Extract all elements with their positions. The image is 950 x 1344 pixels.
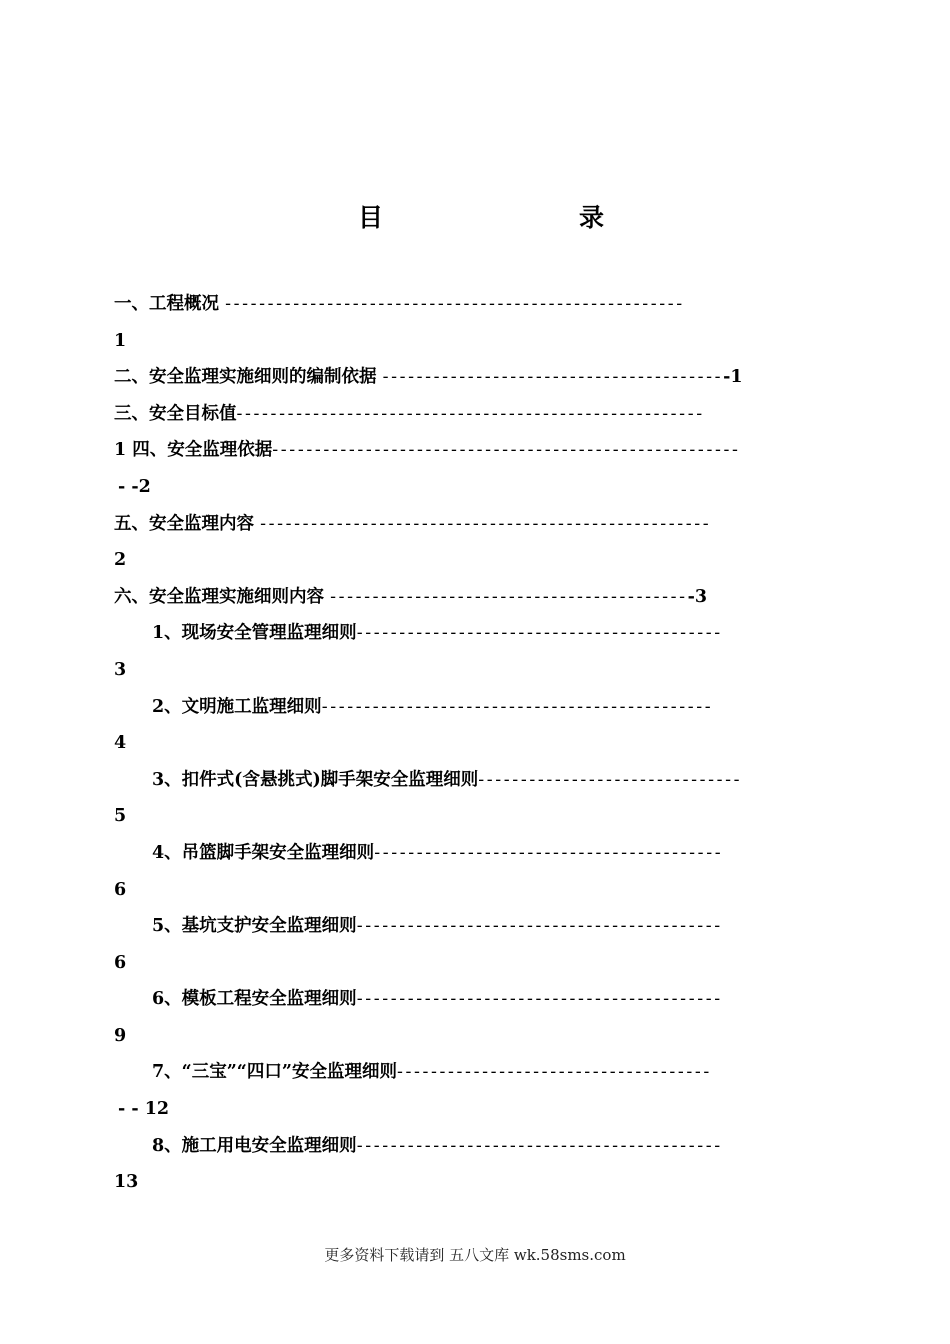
toc-leader: ------------------------------------------------------	[225, 294, 685, 314]
toc-page-number: 5	[114, 806, 127, 827]
toc-line	[114, 542, 850, 579]
toc-leader: -------------------------------------------	[356, 623, 723, 644]
toc-line	[114, 798, 850, 835]
page-title	[0, 198, 950, 234]
toc-entry-text: 2、文明施工监理细则	[152, 696, 322, 717]
toc-page-number: -3	[687, 586, 708, 607]
toc-page-number: 9	[114, 1025, 127, 1046]
toc-line	[114, 469, 850, 506]
toc-page-number: 6	[114, 879, 127, 900]
toc-entry-text: 3、扣件式(含悬挑式)脚手架安全监理细则	[152, 769, 479, 790]
page-footer: 更多资料下载请到 五八文库 wk.58sms.com	[324, 1246, 626, 1264]
toc-page-number: 1	[114, 330, 127, 351]
toc-leader: -----------------------------------------	[374, 842, 724, 863]
toc-line	[114, 506, 850, 543]
toc-page-number: 4	[114, 733, 127, 754]
table-of-contents	[114, 286, 850, 1201]
toc-line	[114, 981, 850, 1018]
toc-entry-text: 六、安全监理实施细则内容	[114, 586, 331, 607]
toc-leader: -------------------------------------------	[356, 916, 723, 937]
toc-line	[114, 286, 850, 323]
toc-leader: -------------------------------------------	[356, 989, 723, 1010]
toc-entry-text: 5、基坑支护安全监理细则	[152, 916, 357, 937]
toc-entry-text: 8、施工用电安全监理细则	[152, 1135, 357, 1156]
toc-page-number: 2	[114, 550, 127, 571]
toc-leader: -------------------------------	[478, 769, 743, 790]
toc-leader: ------------------------------------------	[330, 586, 688, 607]
toc-page-number: - - 12	[118, 1099, 170, 1120]
toc-leader: ----------------------------------------	[382, 367, 724, 388]
toc-line	[114, 835, 850, 872]
toc-page-number: -1	[723, 367, 743, 388]
toc-line	[114, 725, 850, 762]
toc-entry-text: 四、安全监理依据	[126, 440, 273, 461]
toc-page-number: 6	[114, 952, 127, 973]
toc-line	[114, 359, 850, 396]
toc-line	[114, 945, 850, 982]
toc-leader: -------------------------------------	[396, 1062, 712, 1083]
toc-line	[114, 1164, 850, 1201]
toc-entry-text: 五、安全监理内容	[114, 513, 261, 534]
toc-entry-text: 1、现场安全管理监理细则	[152, 623, 357, 644]
toc-entry-text: 二、安全监理实施细则的编制依据	[114, 367, 383, 388]
title-char-1: 目	[358, 203, 384, 232]
toc-line	[114, 1054, 850, 1091]
toc-line	[114, 1091, 850, 1128]
toc-line	[114, 1018, 850, 1055]
toc-leader: -----------------------------------------------------	[260, 513, 712, 534]
toc-page-number: 3	[114, 659, 127, 680]
toc-entry-text: 三、安全目标值	[114, 403, 237, 424]
toc-leader: ----------------------------------------------	[321, 696, 714, 717]
title-char-2: 录	[579, 203, 605, 232]
toc-line	[114, 432, 850, 469]
toc-line	[114, 908, 850, 945]
toc-line	[114, 615, 850, 652]
toc-leader: -------------------------------------------	[356, 1135, 723, 1156]
toc-line	[114, 652, 850, 689]
toc-page-number: - -2	[118, 476, 151, 497]
toc-leader: -------------------------------------------------------	[272, 440, 741, 461]
toc-line	[114, 689, 850, 726]
toc-page-number: 13	[114, 1172, 139, 1193]
toc-line	[114, 1128, 850, 1165]
toc-entry-text: 4、吊篮脚手架安全监理细则	[152, 842, 375, 863]
toc-line	[114, 762, 850, 799]
toc-line	[114, 872, 850, 909]
toc-line	[114, 579, 850, 616]
toc-entry-text: 7、“三宝”“四口”安全监理细则	[152, 1062, 397, 1083]
toc-leader: -------------------------------------------------------	[236, 403, 705, 424]
toc-line	[114, 396, 850, 433]
toc-entry-text: 6、模板工程安全监理细则	[152, 989, 357, 1010]
toc-line	[114, 323, 850, 360]
toc-entry-text: 一、工程概况	[114, 294, 226, 314]
toc-page-number: 1	[114, 440, 127, 461]
